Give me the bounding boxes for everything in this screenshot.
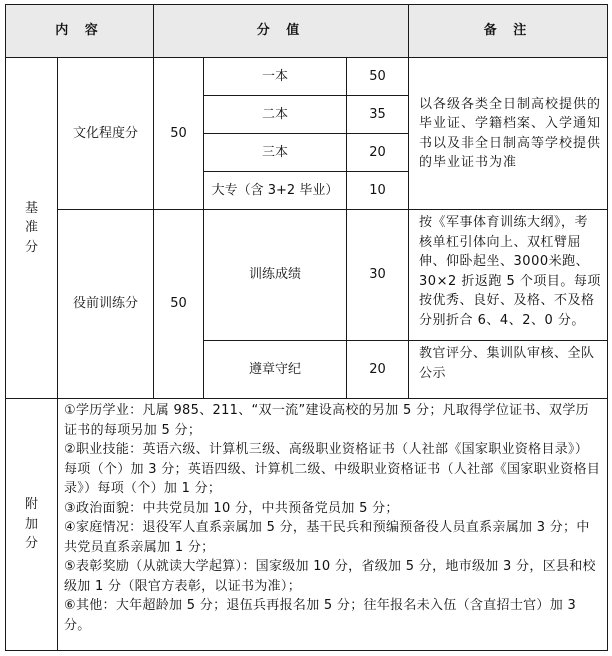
training-row-1 [6,210,608,341]
bonus-item: ①学历学业：凡属 985、211、“双一流”建设高校的另加 5 分；凡取得学位证书、双学历证书的每项另加 5 分； [64,403,589,438]
culture-level-name: 二本 [204,96,347,134]
bonus-item: ⑥其他：大年超龄加 5 分；退伍兵再报名加 5 分；往年报名未入伍（含直招士官）加 3 分。 [64,598,577,633]
bonus-item: ②职业技能：英语六级、计算机三级、高级职业资格证书（人社部《国家职业资格目录》）每项（个）加 3 分；英语四级、计算机二级、中级职业资格证书（人社部《国家职业资格目录》）每项（个）加 1 分； [64,442,601,496]
bonus-item: ⑤表彰奖励（从就读大学起算）：国家级加 10 分，省级加 5 分，地市级加 3 分，区县和校级加 1 分（限官方表彰，以证书为准）； [64,559,596,594]
culture-label: 文化程度分 [58,58,154,210]
training-item-score: 20 [347,341,409,399]
base-score-label: 基 准 分 [6,58,58,399]
culture-level-score: 20 [347,134,409,172]
culture-remark: 以各级各类全日制高校提供的毕业证、学籍档案、入学通知书以及非全日制高等学校提供的毕业证书为准 [409,58,608,210]
header-score: 分 值 [154,5,409,58]
training-item-name: 训练成绩 [204,210,347,341]
header-row [6,5,608,58]
header-remark: 备 注 [409,5,608,58]
culture-level-score: 50 [347,58,409,96]
culture-total: 50 [154,58,204,210]
culture-level-name: 大专（含 3+2 毕业） [204,172,347,210]
bonus-score-label: 附 加 分 [6,399,58,651]
culture-level-score: 35 [347,96,409,134]
training-item-remark: 教官评分、集训队审核、全队公示 [409,341,608,399]
culture-level-name: 一本 [204,58,347,96]
training-item-name: 遵章守纪 [204,341,347,399]
header-content: 内 容 [6,5,154,58]
bonus-item: ④家庭情况：退役军人直系亲属加 5 分，基干民兵和预编预备役人员直系亲属加 3 分；中共党员直系亲属加 1 分； [64,520,590,555]
training-total: 50 [154,210,204,399]
score-table [5,4,608,651]
training-item-score: 30 [347,210,409,341]
bonus-row [6,399,608,651]
training-label: 役前训练分 [58,210,154,399]
culture-level-score: 10 [347,172,409,210]
culture-level-name: 三本 [204,134,347,172]
training-item-remark: 按《军事体育训练大纲》，考核单杠引体向上、双杠臂屈伸、仰卧起坐、3000米跑、30×2 折返跑 5 个项目。每项按优秀、良好、及格、不及格分别折合 6、4、2、0 分。 [409,210,608,341]
bonus-item: ③政治面貌：中共党员加 10 分，中共预备党员加 5 分； [64,500,399,516]
culture-row-1 [6,58,608,96]
bonus-list [58,399,608,651]
